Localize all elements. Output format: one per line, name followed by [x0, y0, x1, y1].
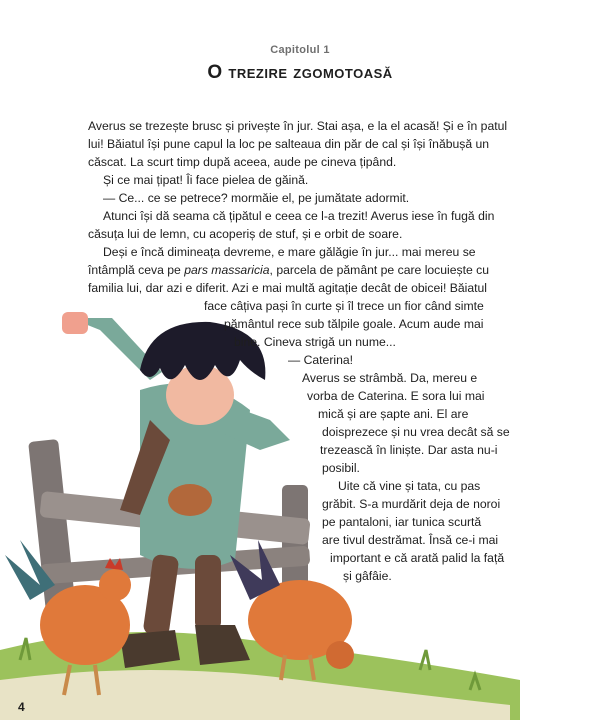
chapter-label: Capitolul 1: [270, 44, 330, 56]
text-line-emphasis: pars massaricia: [184, 263, 270, 277]
chapter-title: O trezire zgomotoasă: [207, 62, 393, 83]
text-line: Averus se strâmbă. Da, mereu e: [302, 371, 478, 385]
page-number: 4: [18, 700, 25, 714]
text-line: trezească în liniște. Dar asta nu-i: [320, 443, 498, 457]
text-line: mică și are șapte ani. El are: [318, 407, 469, 421]
text-line: și gâfâie.: [343, 569, 392, 583]
text-line: Deși e încă dimineața devreme, e mare gălăgie în jur... mai mereu se: [103, 245, 476, 259]
text-line: Și ce mai țipat! Îi face pielea de găină.: [103, 173, 309, 187]
text-line: pământul rece sub tălpile goale. Acum aude mai: [224, 317, 484, 331]
text-line: vorba de Caterina. E sora lui mai: [307, 389, 485, 403]
text-line: Atunci își dă seama că țipătul e ceea ce l-a trezit! Averus iese în fugă din: [103, 209, 495, 223]
text-line: bine. Cineva strigă un nume...: [234, 335, 396, 349]
text-line: doisprezece și nu vrea decât să se: [322, 425, 510, 439]
text-line: [88, 261, 489, 279]
text-line: — Caterina!: [288, 353, 354, 367]
text-line: familia lui, dar azi e diferit. Azi e mai multă agitație decât de obicei! Băiatul: [88, 281, 488, 295]
text-line: face câțiva pași în curte și îl trece un fior când simte: [204, 299, 484, 313]
text-line: posibil.: [322, 461, 360, 475]
text-line: pe pantaloni, iar tunica scurtă: [322, 515, 482, 529]
text-line: Averus se trezește brusc și privește în jur. Stai așa, e la el acasă! Și e în patul: [88, 119, 508, 133]
text-line: lui! Băiatul își pune capul la loc pe salteaua din păr de cal și își înăbușă un: [88, 137, 490, 151]
text-line-pre: întâmplă ceva pe: [88, 263, 185, 277]
text-line: căsuța lui de lemn, cu acoperiș de stuf, și e orbit de soare.: [88, 227, 403, 241]
text-line: căscat. La scurt timp după aceea, aude pe cineva țipând.: [88, 155, 397, 169]
text-line: — Ce... ce se petrece? mormăie el, pe jumătate adormit.: [103, 191, 410, 205]
text-line: important e că arată palid la față: [330, 551, 505, 565]
text-line: Uite că vine și tata, cu pas: [338, 479, 481, 493]
text-line: grăbit. S-a murdărit deja de noroi: [322, 497, 501, 511]
text-line-post: , parcela de pământ pe care locuiește cu: [269, 263, 490, 277]
text-line: are tivul destrămat. Însă ce-i mai: [322, 533, 499, 547]
